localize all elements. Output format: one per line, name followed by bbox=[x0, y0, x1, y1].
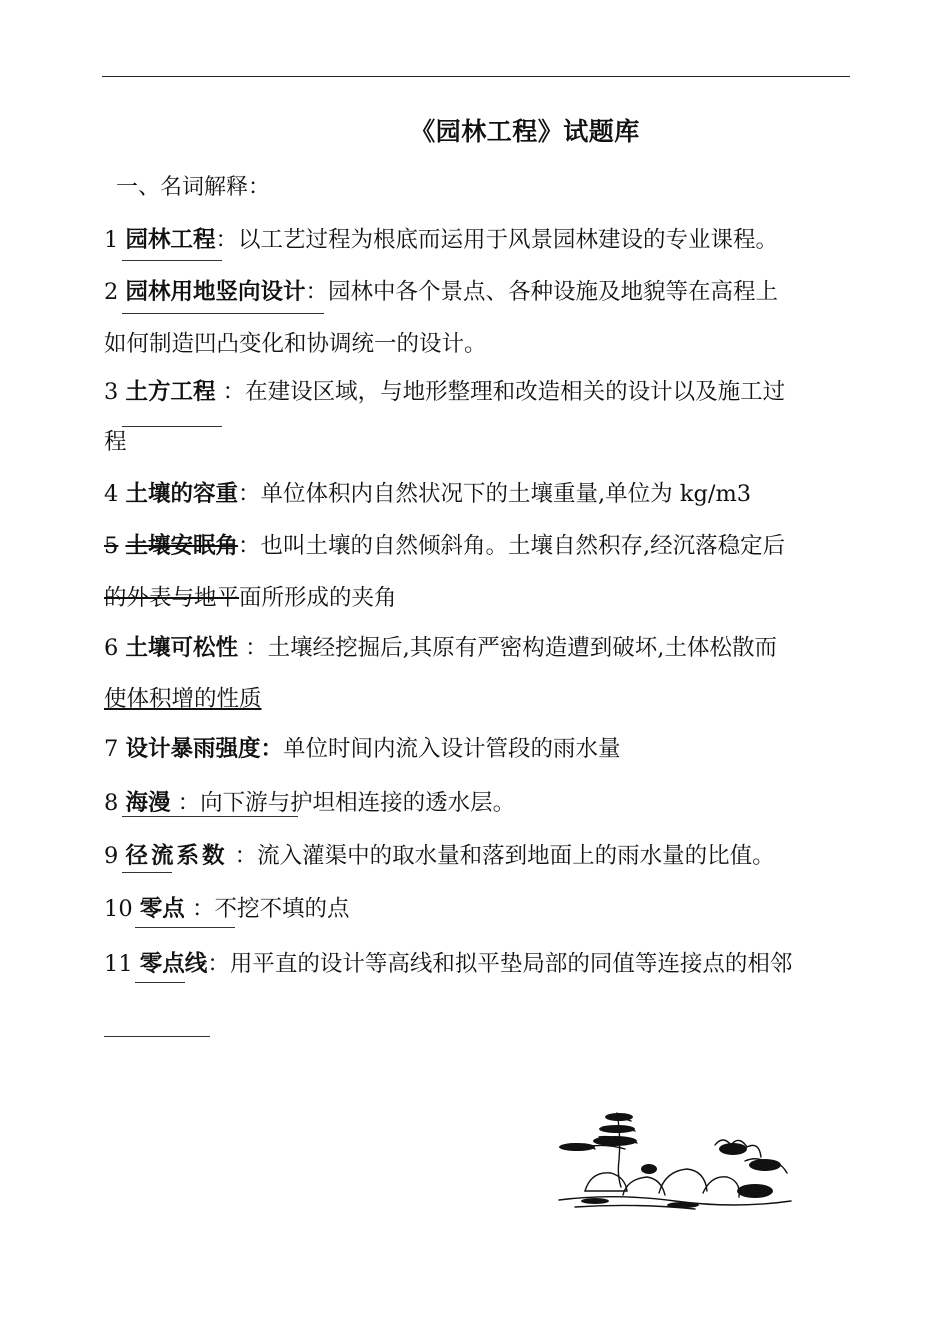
term-underline bbox=[122, 260, 222, 261]
header-rule bbox=[102, 76, 850, 77]
section-heading: 一、名词解释： bbox=[116, 175, 271, 200]
list-item: 1 园林工程：以工艺过程为根底而运用于风景园林建设的专业课程。 bbox=[104, 227, 779, 253]
list-item: 10 零点 ：不挖不填的点 bbox=[104, 896, 350, 922]
list-item-continuation: 如何制造凹凸变化和协调统一的设计。 bbox=[104, 331, 487, 357]
landscape-illustration bbox=[555, 1105, 795, 1215]
list-item: 6 土壤可松性 ：土壤经挖掘后,其原有严密构造遭到破坏,土体松散而 bbox=[104, 635, 777, 661]
list-item-continuation: 程 bbox=[104, 429, 127, 455]
list-item-continuation: 使体积增的性质 bbox=[104, 686, 262, 712]
list-item-continuation: 的外表与地平面所形成的夹角 bbox=[104, 585, 397, 611]
list-item: 8 海漫 ：向下游与护坦相连接的透水层。 bbox=[104, 790, 516, 816]
list-item: 11 零点线：用平直的设计等高线和拟平垫局部的同值等连接点的相邻 bbox=[104, 951, 793, 977]
page-title: 《园林工程》试题库 bbox=[410, 117, 640, 146]
list-item: 9 径流系数 ：流入灌渠中的取水量和落到地面上的雨水量的比值。 bbox=[104, 843, 775, 869]
term-underline bbox=[122, 816, 298, 817]
term-underline bbox=[122, 872, 172, 873]
term-underline bbox=[135, 927, 235, 928]
term-underline bbox=[122, 426, 222, 427]
list-item: 2 园林用地竖向设计：园林中各个景点、各种设施及地貌等在高程上 bbox=[104, 279, 779, 305]
term-underline bbox=[122, 313, 324, 314]
term-underline bbox=[135, 982, 185, 983]
footer-rule bbox=[104, 1036, 210, 1037]
list-item: 4 土壤的容重：单位体积内自然状况下的土壤重量,单位为 kg/m3 bbox=[104, 481, 752, 507]
list-item: 3 土方工程 ：在建设区域，与地形整理和改造相关的设计以及施工过 bbox=[104, 379, 786, 405]
list-item: 5 土壤安眠角：也叫土壤的自然倾斜角。土壤自然积存,经沉落稳定后 bbox=[104, 533, 786, 559]
list-item: 7 设计暴雨强度：单位时间内流入设计管段的雨水量 bbox=[104, 736, 621, 762]
